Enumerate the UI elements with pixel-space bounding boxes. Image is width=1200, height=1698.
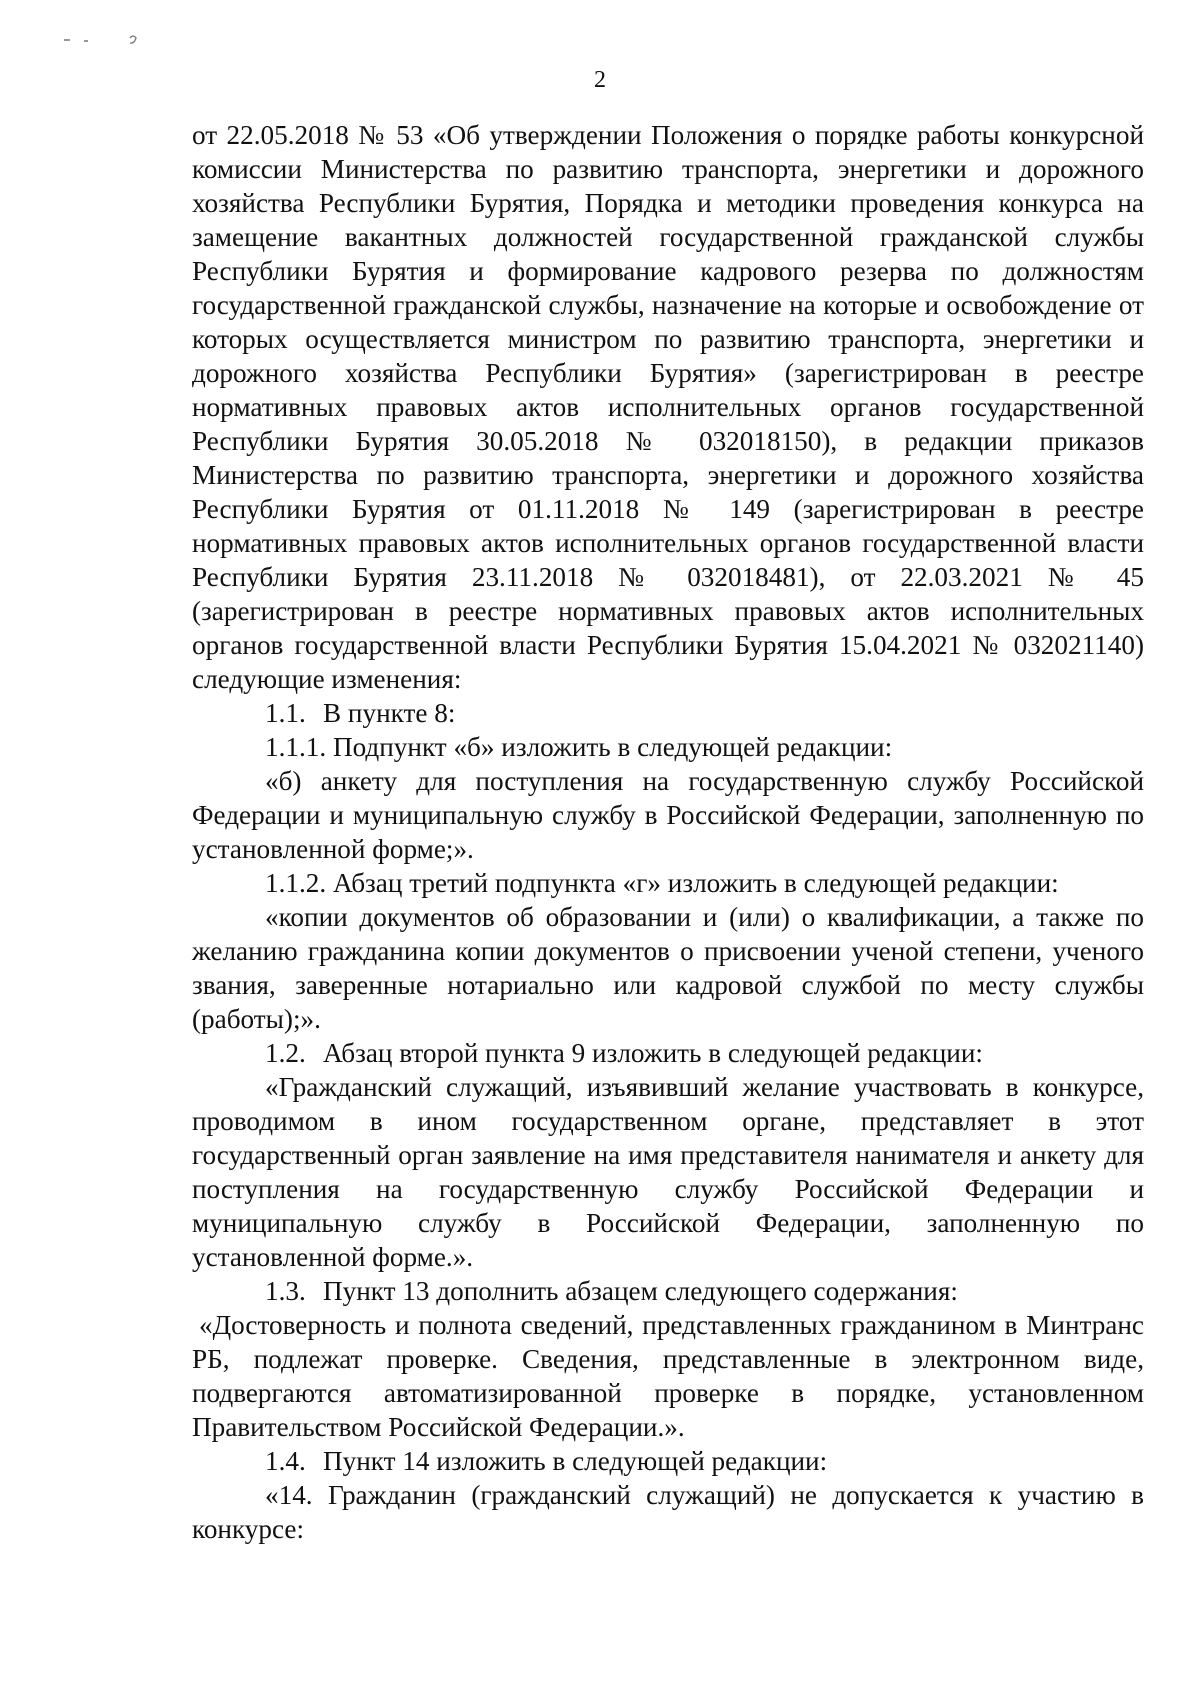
- paragraph-item-1-4: [192, 1444, 1144, 1478]
- paragraph-quote-14: «14. Гражданин (гражданский служащий) не допускается к участию в конкурсе:: [192, 1480, 1144, 1544]
- item-number: 1.2.: [265, 1038, 306, 1068]
- item-text: Пункт 14 изложить в следующей редакции:: [323, 1446, 828, 1476]
- paragraph-item-1-1: [192, 696, 1144, 730]
- item-number: 1.3.: [265, 1276, 306, 1306]
- item-number: 1.4.: [265, 1446, 306, 1476]
- paragraph-item-1-3: [192, 1274, 1144, 1308]
- item-number: 1.1.: [265, 698, 306, 728]
- paragraph-quote-reliability: «Достоверность и полнота сведений, представленных гражданином в Минтранс РБ, подлежат проверке. Сведения, представленные в электронном виде, подвергаются автоматизированной проверке в порядке, установленном Правительством Российской Федерации.».: [192, 1310, 1144, 1442]
- paragraph-intro: от 22.05.2018 № 53 «Об утверждении Положения о порядке работы конкурсной комиссии Министерства по развитию транспорта, энергетики и дорожного хозяйства Республики Бурятия, Порядка и методики проведения конкурса на замещение вакантных должностей государственной гражданской службы Республики Бурятия и формирование кадрового резерва по должностям государственной гражданской службы, назначение на которые и освобождение от которых осуществляется министром по развитию транспорта, энергетики и дорожного хозяйства Республики Бурятия» (зарегистрирован в реестре нормативных правовых актов исполнительных органов государственной Республики Бурятия 30.05.2018 № 032018150), в редакции приказов Министерства по развитию транспорта, энергетики и дорожного хозяйства Республики Бурятия от 01.11.2018 № 149 (зарегистрирован в реестре нормативных правовых актов исполнительных органов государственной власти Республики Бурятия 23.11.2018 № 032018481), от 22.03.2021 № 45 (зарегистрирован в реестре нормативных правовых актов исполнительных органов государственной власти Республики Бурятия 15.04.2021 № 032021140) следующие изменения:: [192, 120, 1144, 694]
- paragraph-quote-b: «б) анкету для поступления на государственную службу Российской Федерации и муниципальную службу в Российской Федерации, заполненную по установленной форме;».: [192, 766, 1144, 864]
- paragraph-item-1-2: [192, 1036, 1144, 1070]
- page-number: 2: [594, 67, 606, 93]
- paragraph-item-1-1-2: 1.1.2. Абзац третий подпункта «г» изложить в следующей редакции:: [265, 868, 1059, 898]
- item-text: Абзац второй пункта 9 изложить в следующей редакции:: [323, 1038, 983, 1068]
- scan-artifact-marks: [60, 30, 150, 50]
- item-text: В пункте 8:: [323, 698, 456, 728]
- document-body: [192, 118, 1144, 1546]
- item-text: Пункт 13 дополнить абзацем следующего содержания:: [323, 1276, 958, 1306]
- paragraph-item-1-1-1: 1.1.1. Подпункт «б» изложить в следующей редакции:: [265, 732, 893, 762]
- paragraph-quote-civil-servant: «Гражданский служащий, изъявивший желание участвовать в конкурсе, проводимом в ином государственном органе, представляет в этот государственный орган заявление на имя представителя нанимателя и анкету для поступления на государственную службу Российской Федерации и муниципальную службу в Российской Федерации, заполненную по установленной форме.».: [192, 1072, 1144, 1272]
- paragraph-quote-copies: «копии документов об образовании и (или) о квалификации, а также по желанию гражданина копии документов о присвоении ученой степени, ученого звания, заверенные нотариально или кадровой службой по месту службы (работы);».: [192, 902, 1144, 1034]
